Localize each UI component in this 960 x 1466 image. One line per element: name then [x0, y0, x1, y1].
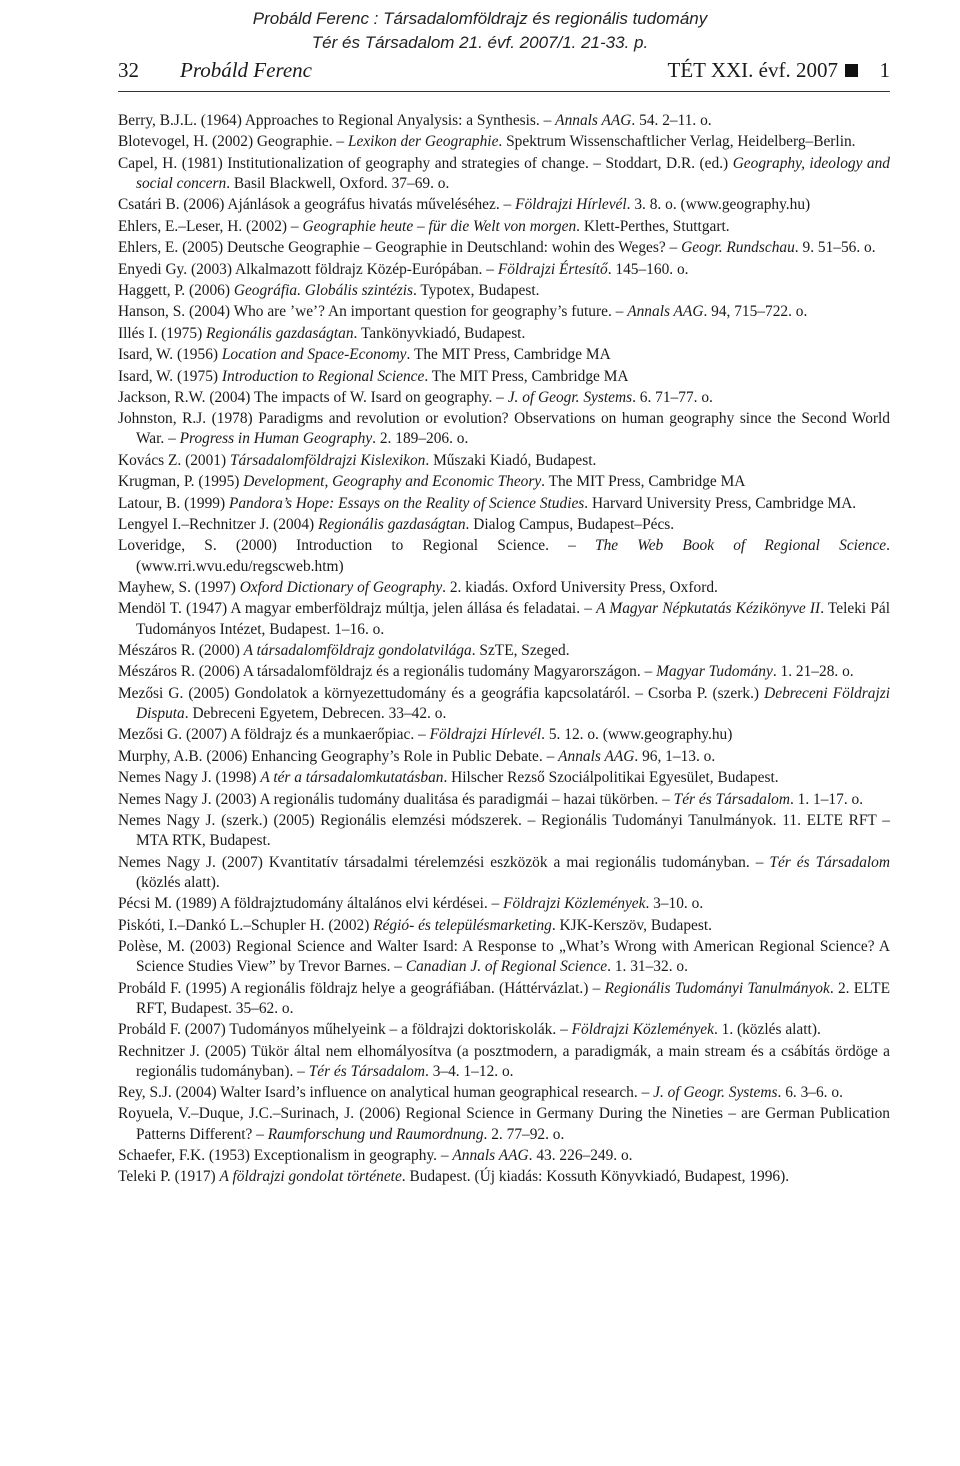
running-head: [118, 58, 890, 90]
reference-entry: [118, 768, 890, 788]
reference-text: Mezősi G. (2005) Gondolatok a környezettudomány és a geográfia kapcsolatáról. – Csorba P. (szerk.): [118, 684, 765, 702]
reference-text: Rechnitzer J. (2005) Tükör által nem elhomályosítva (a posztmodern, a paradigmák, a main stream és a csábítás ördöge a regionális tudományban). –: [118, 1042, 890, 1080]
reference-details: . Műszaki Kiadó, Budapest.: [425, 451, 597, 469]
reference-text: Schaefer, F.K. (1953) Exceptionalism in geography. –: [118, 1147, 453, 1165]
reference-text: Csatári B. (2006) Ajánlások a geográfus hivatás műveléséhez. –: [118, 196, 516, 214]
reference-entry: [118, 536, 890, 576]
reference-entry: [118, 937, 890, 977]
reference-details: . The MIT Press, Cambridge MA: [541, 473, 746, 491]
square-bullet-icon: [845, 64, 858, 77]
reference-entry: [118, 916, 890, 936]
reference-list: [118, 111, 890, 1189]
reference-title: Földrajzi Hírlevél: [515, 196, 627, 214]
reference-text: Haggett, P. (2006): [118, 281, 234, 299]
reference-title: Geographie heute – für die Welt von morgen: [302, 217, 577, 235]
reference-entry: [118, 853, 890, 893]
reference-title: Location and Space-Economy: [221, 346, 407, 364]
reference-details: . 5. 12. o. (www.geography.hu): [541, 726, 733, 744]
reference-details: . 3–10. o.: [645, 895, 704, 913]
reference-entry: [118, 578, 890, 598]
reference-details: . 6. 71–77. o.: [632, 388, 713, 406]
reference-entry: [118, 281, 890, 301]
reference-entry: [118, 217, 890, 237]
reference-details: . Spektrum Wissenschaftlicher Verlag, Heidelberg–Berlin.: [498, 133, 856, 151]
reference-details: . 96, 1–13. o.: [634, 747, 716, 765]
reference-text: Pécsi M. (1989) A földrajztudomány általános elvi kérdései. –: [118, 895, 504, 913]
reference-text: Johnston, R.J. (1978) Paradigms and revolution or evolution? Observations on human geography since the Second World War. –: [118, 410, 890, 448]
reference-title: Debreceni Földrajzi Disputa: [136, 684, 891, 722]
reference-details: . 1. (közlés alatt).: [713, 1021, 821, 1039]
reference-title: Oxford Dictionary of Geography: [239, 579, 443, 597]
reference-entry: [118, 811, 890, 851]
reference-title: Geography, ideology and social concern: [136, 154, 890, 192]
reference-text: Ehlers, E. (2005) Deutsche Geographie – Geographie in Deutschland: wohin des Weges? –: [118, 239, 682, 257]
reference-details: . 54. 2–11. o.: [631, 112, 712, 129]
reference-title: J. of Geogr. Systems: [653, 1084, 778, 1102]
reference-title: Introduction to Regional Science: [221, 367, 425, 385]
reference-title: Régió- és településmarketing: [373, 916, 552, 934]
reference-title: Tér és Társadalom: [673, 790, 790, 808]
reference-title: Annals AAG: [555, 112, 632, 129]
reference-details: . 2. 77–92. o.: [483, 1125, 565, 1143]
reference-title: Regionális Tudományi Tanulmányok: [604, 979, 830, 997]
reference-details: . 9. 51–56. o.: [794, 239, 876, 257]
reference-entry: [118, 132, 890, 152]
reference-title: Regionális gazdaságtan: [318, 516, 466, 534]
reference-title: Lexikon der Geographie: [347, 133, 499, 151]
reference-title: Pandora’s Hope: Essays on the Reality of Science Studies: [228, 494, 585, 512]
running-head-issue: 1: [879, 58, 890, 82]
reference-entry: [118, 515, 890, 535]
reference-title: Geogr. Rundschau: [681, 239, 795, 257]
reference-title: Annals AAG: [452, 1147, 529, 1165]
source-citation-line-1: Probáld Ferenc : Társadalomföldrajz és regionális tudomány: [252, 9, 708, 28]
running-head-journal: TÉT XXI. évf. 2007: [667, 58, 838, 82]
reference-details: . 2. 189–206. o.: [372, 430, 469, 448]
reference-text: Nemes Nagy J. (2007) Kvantitatív társadalmi térelemzési eszközök a mai regionális tudományban. –: [118, 853, 770, 871]
reference-details: . (www.rri.wvu.edu/regscweb.htm): [136, 537, 890, 575]
reference-details: . 6. 3–6. o.: [777, 1084, 843, 1102]
reference-entry: [118, 451, 890, 471]
reference-entry: [118, 260, 890, 280]
reference-text: Enyedi Gy. (2003) Alkalmazott földrajz Közép-Európában. –: [118, 260, 498, 278]
reference-text: Mészáros R. (2006) A társadalomföldrajz és a regionális tudomány Magyarországon. –: [118, 663, 657, 681]
reference-entry: [118, 684, 890, 724]
reference-entry: [118, 409, 890, 449]
reference-entry: [118, 1104, 890, 1144]
reference-text: Blotevogel, H. (2002) Geographie. –: [118, 133, 348, 151]
reference-details: . Budapest. (Új kiadás: Kossuth Könyvkiadó, Budapest, 1996).: [401, 1168, 790, 1186]
reference-text: Loveridge, S. (2000) Introduction to Regional Science. –: [118, 537, 596, 555]
reference-details: . Typotex, Budapest.: [413, 281, 540, 299]
reference-title: Földrajzi Közlemények: [571, 1021, 714, 1039]
reference-title: Társadalomföldrajzi Kislexikon: [229, 451, 426, 469]
reference-title: Progress in Human Geography: [179, 430, 373, 448]
reference-entry: [118, 894, 890, 914]
reference-details: . 3. 8. o. (www.geography.hu): [626, 196, 811, 214]
reference-entry: [118, 388, 890, 408]
reference-entry: [118, 1020, 890, 1040]
reference-title: Annals AAG: [627, 303, 704, 321]
reference-entry: [118, 979, 890, 1019]
reference-title: The Web Book of Regional Science: [595, 537, 887, 555]
reference-details: . 1. 1–17. o.: [789, 790, 864, 808]
reference-entry: [118, 641, 890, 661]
reference-details: . 3–4. 1–12. o.: [425, 1062, 514, 1080]
reference-text: Illés I. (1975): [118, 324, 207, 342]
reference-entry: [118, 1042, 890, 1082]
reference-title: Regionális gazdaságtan: [206, 324, 354, 342]
reference-title: Tér és Társadalom: [308, 1062, 425, 1080]
reference-text: Nemes Nagy J. (1998): [118, 769, 261, 787]
reference-entry: [118, 238, 890, 258]
reference-entry: [118, 302, 890, 322]
reference-title: Annals AAG: [558, 747, 635, 765]
reference-text: Rey, S.J. (2004) Walter Isard’s influence on analytical human geographical research. –: [118, 1084, 654, 1102]
reference-details: . Teleki Pál Tudományos Intézet, Budapest. 1–16. o.: [136, 600, 890, 638]
reference-title: A Magyar Népkutatás Kézikönyve II: [596, 600, 821, 618]
reference-entry: [118, 1167, 890, 1187]
reference-text: Mezősi G. (2007) A földrajz és a munkaerőpiac. –: [118, 726, 430, 744]
reference-details: . The MIT Press, Cambridge MA: [406, 346, 611, 364]
reference-title: J. of Geogr. Systems: [507, 388, 633, 406]
reference-details: . KJK-Kerszöv, Budapest.: [551, 916, 713, 934]
reference-entry: [118, 1146, 890, 1166]
reference-details: . Dialog Campus, Budapest–Pécs.: [465, 516, 675, 534]
reference-text: Nemes Nagy J. (2003) A regionális tudomány dualitása és paradigmái – hazai tükörben. –: [118, 790, 674, 808]
reference-text: Teleki P. (1917): [118, 1168, 220, 1186]
reference-title: Magyar Tudomány: [656, 663, 773, 681]
reference-entry: [118, 195, 890, 215]
reference-text: Capel, H. (1981) Institutionalization of geography and strategies of change. – Stoddart, D.R. (ed.): [118, 154, 733, 172]
reference-entry: [118, 747, 890, 767]
reference-entry: [118, 111, 890, 131]
reference-title: Tér és Társadalom: [769, 853, 890, 871]
reference-text: Mészáros R. (2000): [118, 642, 244, 660]
reference-text: Latour, B. (1999): [118, 494, 229, 512]
reference-text: Probáld F. (2007) Tudományos műhelyeink – a földrajzi doktoriskolák. –: [118, 1021, 572, 1039]
reference-text: Polèse, M. (2003) Regional Science and Walter Isard: A Response to „What’s Wrong with American Regional Science? A Science Studies View” by Trevor Barnes. –: [118, 937, 890, 976]
reference-text: Isard, W. (1975): [118, 367, 222, 385]
reference-text: Ehlers, E.–Leser, H. (2002) –: [118, 217, 303, 235]
reference-text: Jackson, R.W. (2004) The impacts of W. Isard on geography. –: [118, 388, 508, 406]
reference-text: Krugman, P. (1995): [118, 473, 244, 491]
reference-title: Földrajzi Közlemények: [503, 895, 646, 913]
reference-text: Nemes Nagy J. (szerk.) (2005) Regionális elemzési módszerek. – Regionális Tudományi Tanulmányok. 11. ELTE RFT – MTA RTK, Budapest.: [118, 811, 890, 850]
reference-details: (közlés alatt).: [136, 873, 220, 891]
reference-details: . Klett-Perthes, Stuttgart.: [576, 217, 730, 235]
reference-details: . The MIT Press, Cambridge MA: [424, 367, 629, 385]
reference-text: Murphy, A.B. (2006) Enhancing Geography’s Role in Public Debate. –: [118, 747, 559, 765]
reference-entry: [118, 790, 890, 810]
reference-details: . 1. 21–28. o.: [772, 663, 854, 681]
reference-entry: [118, 725, 890, 745]
reference-details: . Hilscher Rezső Szociálpolitikai Egyesület, Budapest.: [443, 769, 779, 787]
reference-details: . 2. kiadás. Oxford University Press, Oxford.: [442, 579, 718, 597]
reference-details: . 2. ELTE RFT, Budapest. 35–62. o.: [136, 979, 890, 1017]
reference-entry: [118, 367, 890, 387]
source-citation-line-2: Tér és Társadalom 21. évf. 2007/1. 21-33. p.: [311, 33, 649, 52]
reference-title: Földrajzi Értesítő: [497, 260, 608, 278]
reference-details: . SzTE, Szeged.: [471, 642, 570, 660]
reference-details: . 145–160. o.: [607, 260, 689, 278]
reference-text: Kovács Z. (2001): [118, 451, 230, 469]
reference-title: A társadalomföldrajz gondolatvilága: [243, 642, 472, 660]
reference-details: . 43. 226–249. o.: [528, 1147, 633, 1165]
reference-entry: [118, 154, 890, 194]
reference-text: Piskóti, I.–Dankó L.–Schupler H. (2002): [118, 916, 374, 934]
reference-details: . Harvard University Press, Cambridge MA.: [584, 494, 857, 512]
header-rule: [118, 91, 890, 92]
reference-entry: [118, 1083, 890, 1103]
reference-entry: [118, 345, 890, 365]
reference-title: Geográfia. Globális szintézis: [233, 281, 413, 299]
reference-details: . Debreceni Egyetem, Debrecen. 33–42. o.: [184, 705, 447, 722]
reference-text: Lengyel I.–Rechnitzer J. (2004): [118, 516, 319, 534]
reference-entry: [118, 662, 890, 682]
reference-entry: [118, 494, 890, 514]
reference-title: Development, Geography and Economic Theory: [243, 473, 542, 491]
reference-details: . 1. 31–32. o.: [607, 958, 688, 976]
reference-entry: [118, 324, 890, 344]
reference-title: Raumforschung und Raumordnung: [267, 1125, 484, 1143]
reference-entry: [118, 599, 890, 639]
reference-text: Royuela, V.–Duque, J.C.–Surinach, J. (2006) Regional Science in Germany During the Nineties – are German Publication Patterns Different? –: [118, 1105, 890, 1143]
reference-text: Probáld F. (1995) A regionális földrajz helye a geográfiában. (Háttérvázlat.) –: [118, 979, 605, 997]
reference-title: Földrajzi Hírlevél: [429, 726, 542, 744]
running-head-author: Probáld Ferenc: [180, 58, 312, 82]
reference-details: . 94, 715–722. o.: [703, 303, 808, 321]
reference-title: Canadian J. of Regional Science: [405, 958, 608, 976]
reference-title: A tér a társadalomkutatásban: [260, 769, 444, 787]
reference-text: Berry, B.J.L. (1964) Approaches to Regional Anyalysis: a Synthesis. –: [118, 112, 556, 129]
reference-text: Hanson, S. (2004) Who are ’we’? An important question for geography’s future. –: [118, 303, 628, 321]
reference-details: . Tankönyvkiadó, Budapest.: [353, 324, 526, 342]
reference-text: Isard, W. (1956): [118, 346, 222, 364]
reference-text: Mayhew, S. (1997): [118, 579, 240, 597]
page-number: 32: [118, 58, 139, 82]
reference-title: A földrajzi gondolat története: [219, 1168, 402, 1186]
reference-entry: [118, 472, 890, 492]
reference-text: Mendöl T. (1947) A magyar emberföldrajz múltja, jelen állása és feladatai. –: [118, 600, 597, 618]
reference-details: . Basil Blackwell, Oxford. 37–69. o.: [226, 174, 450, 192]
